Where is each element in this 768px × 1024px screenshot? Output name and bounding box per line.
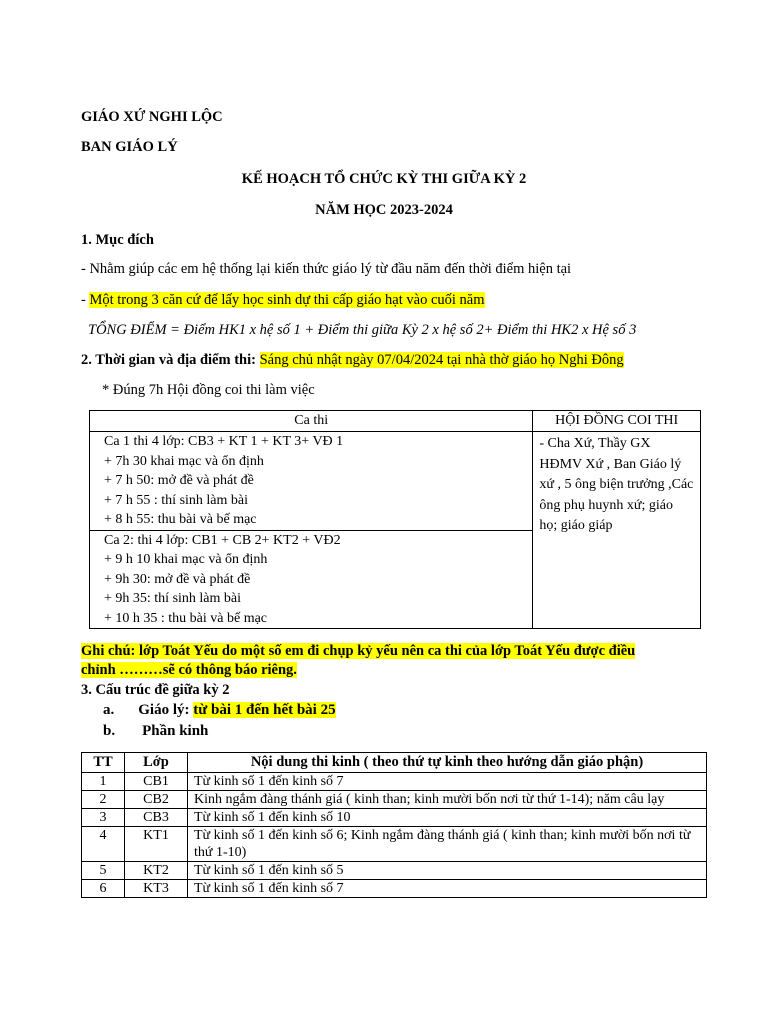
prayer-header-row bbox=[82, 753, 707, 773]
purpose-line-2 bbox=[81, 291, 485, 309]
department-name: BAN GIÁO LÝ bbox=[81, 139, 178, 155]
note-line-1 bbox=[81, 642, 635, 660]
table-row bbox=[82, 827, 707, 862]
note-line-2 bbox=[81, 661, 297, 679]
schedule-col-council: HỘI ĐỒNG COI THI bbox=[533, 411, 701, 432]
item-b-marker: b. bbox=[103, 723, 116, 739]
section1-heading: 1. Mục đích bbox=[81, 232, 154, 248]
prayer-col-class: Lớp bbox=[125, 753, 188, 773]
table-row bbox=[82, 773, 707, 791]
row-class: CB1 bbox=[125, 773, 188, 791]
session1-line: + 7 h 55 : thí sinh làm bài bbox=[104, 492, 248, 508]
session1-line: Ca 1 thi 4 lớp: CB3 + KT 1 + KT 3+ VĐ 1 bbox=[104, 434, 344, 449]
table-row bbox=[82, 809, 707, 827]
item-a-label: Giáo lý: bbox=[138, 702, 194, 718]
school-year: NĂM HỌC 2023-2024 bbox=[315, 202, 453, 218]
schedule-col-session: Ca thi bbox=[90, 411, 533, 432]
prayer-col-content: Nội dung thi kinh ( theo thứ tự kinh theo hướng dẫn giáo phận) bbox=[188, 753, 707, 773]
session2-line: Ca 2: thi 4 lớp: CB1 + CB 2+ KT2 + VĐ2 bbox=[104, 532, 341, 548]
row-content: Từ kinh số 1 đến kinh số 5 bbox=[188, 862, 707, 880]
row-number: 2 bbox=[82, 791, 125, 809]
schedule-session1-row bbox=[90, 432, 701, 531]
session2-line: + 9h 35: thí sinh làm bài bbox=[104, 591, 241, 606]
schedule-header-row bbox=[90, 411, 701, 432]
row-number: 5 bbox=[82, 862, 125, 880]
row-content: Kinh ngắm đàng thánh giá ( kinh than; kinh mười bốn nơi từ thứ 1-14); năm câu lạy bbox=[188, 791, 707, 809]
prayer-table bbox=[81, 752, 707, 898]
row-content: Từ kinh số 1 đến kinh số 7 bbox=[188, 773, 707, 791]
section2-highlight: Sáng chủ nhật ngày 07/04/2024 tại nhà thờ giáo họ Nghi Đông bbox=[259, 352, 624, 368]
row-class: CB2 bbox=[125, 791, 188, 809]
row-content: Từ kinh số 1 đến kinh số 10 bbox=[188, 809, 707, 827]
row-content: Từ kinh số 1 đến kinh số 6; Kinh ngắm đàng thánh giá ( kinh than; kinh mười bốn nơi từ thứ 1-10) bbox=[188, 827, 707, 862]
row-class: KT3 bbox=[125, 880, 188, 898]
section2-heading: 2. Thời gian và địa điểm thi: bbox=[81, 352, 260, 368]
row-number: 1 bbox=[82, 773, 125, 791]
council-start-note: * Đúng 7h Hội đồng coi thi làm việc bbox=[102, 382, 315, 398]
note-text-2: chỉnh ………sẽ có thông báo riêng. bbox=[81, 662, 297, 678]
row-class: KT2 bbox=[125, 862, 188, 880]
session2-line: + 9h 30: mở đề và phát đề bbox=[104, 571, 251, 587]
section3-item-b bbox=[103, 722, 208, 740]
section3-item-a bbox=[103, 701, 336, 719]
session2-line: + 9 h 10 khai mạc và ổn định bbox=[104, 552, 268, 567]
item-a-highlight: từ bài 1 đến hết bài 25 bbox=[193, 702, 336, 718]
purpose-line-2-prefix: - bbox=[81, 292, 90, 308]
row-content: Từ kinh số 1 đến kinh số 7 bbox=[188, 880, 707, 898]
parish-name: GIÁO XỨ NGHI LỘC bbox=[81, 109, 223, 125]
table-row bbox=[82, 791, 707, 809]
row-class: KT1 bbox=[125, 827, 188, 862]
purpose-line-1: - Nhằm giúp các em hệ thống lại kiến thức giáo lý từ đầu năm đến thời điểm hiện tại bbox=[81, 261, 572, 277]
table-row bbox=[82, 880, 707, 898]
session1-line: + 7 h 50: mở đề và phát đề bbox=[104, 473, 254, 488]
section3-heading: 3. Cấu trúc đề giữa kỳ 2 bbox=[81, 682, 230, 698]
session1-line: + 8 h 55: thu bài và bế mạc bbox=[104, 512, 257, 527]
session1-line: + 7h 30 khai mạc và ổn định bbox=[104, 453, 264, 469]
purpose-line-2-highlight: Một trong 3 căn cứ để lấy học sinh dự thi cấp giáo hạt vào cuối năm bbox=[89, 292, 485, 308]
prayer-col-tt: TT bbox=[82, 753, 125, 773]
section2-line bbox=[81, 351, 624, 369]
row-number: 4 bbox=[82, 827, 125, 862]
schedule-table bbox=[89, 410, 701, 629]
row-class: CB3 bbox=[125, 809, 188, 827]
document-title: KẾ HOẠCH TỔ CHỨC KỲ THI GIỮA KỲ 2 bbox=[241, 171, 527, 187]
session2-cell bbox=[90, 530, 533, 629]
item-a-marker: a. bbox=[103, 702, 115, 718]
note-text-1: Ghi chú: lớp Toát Yếu do một số em đi chụp kỷ yếu nên ca thi của lớp Toát Yếu được điều bbox=[81, 643, 636, 659]
item-b-label: Phần kinh bbox=[142, 723, 209, 739]
score-formula: TỔNG ĐIỂM = Điểm HK1 x hệ số 1 + Điểm thi giữa Kỳ 2 x hệ số 2+ Điểm thi HK2 x Hệ số 3 bbox=[88, 322, 637, 338]
table-row bbox=[82, 862, 707, 880]
session2-line: + 10 h 35 : thu bài và bế mạc bbox=[104, 610, 268, 626]
row-number: 6 bbox=[82, 880, 125, 898]
session1-cell bbox=[90, 432, 533, 531]
council-members: - Cha Xứ, Thầy GX HĐMV Xứ , Ban Giáo lý xứ , 5 ông biện trưởng ,Các ông phụ huynh xứ; giáo họ; giáo giáp bbox=[533, 432, 701, 629]
row-number: 3 bbox=[82, 809, 125, 827]
